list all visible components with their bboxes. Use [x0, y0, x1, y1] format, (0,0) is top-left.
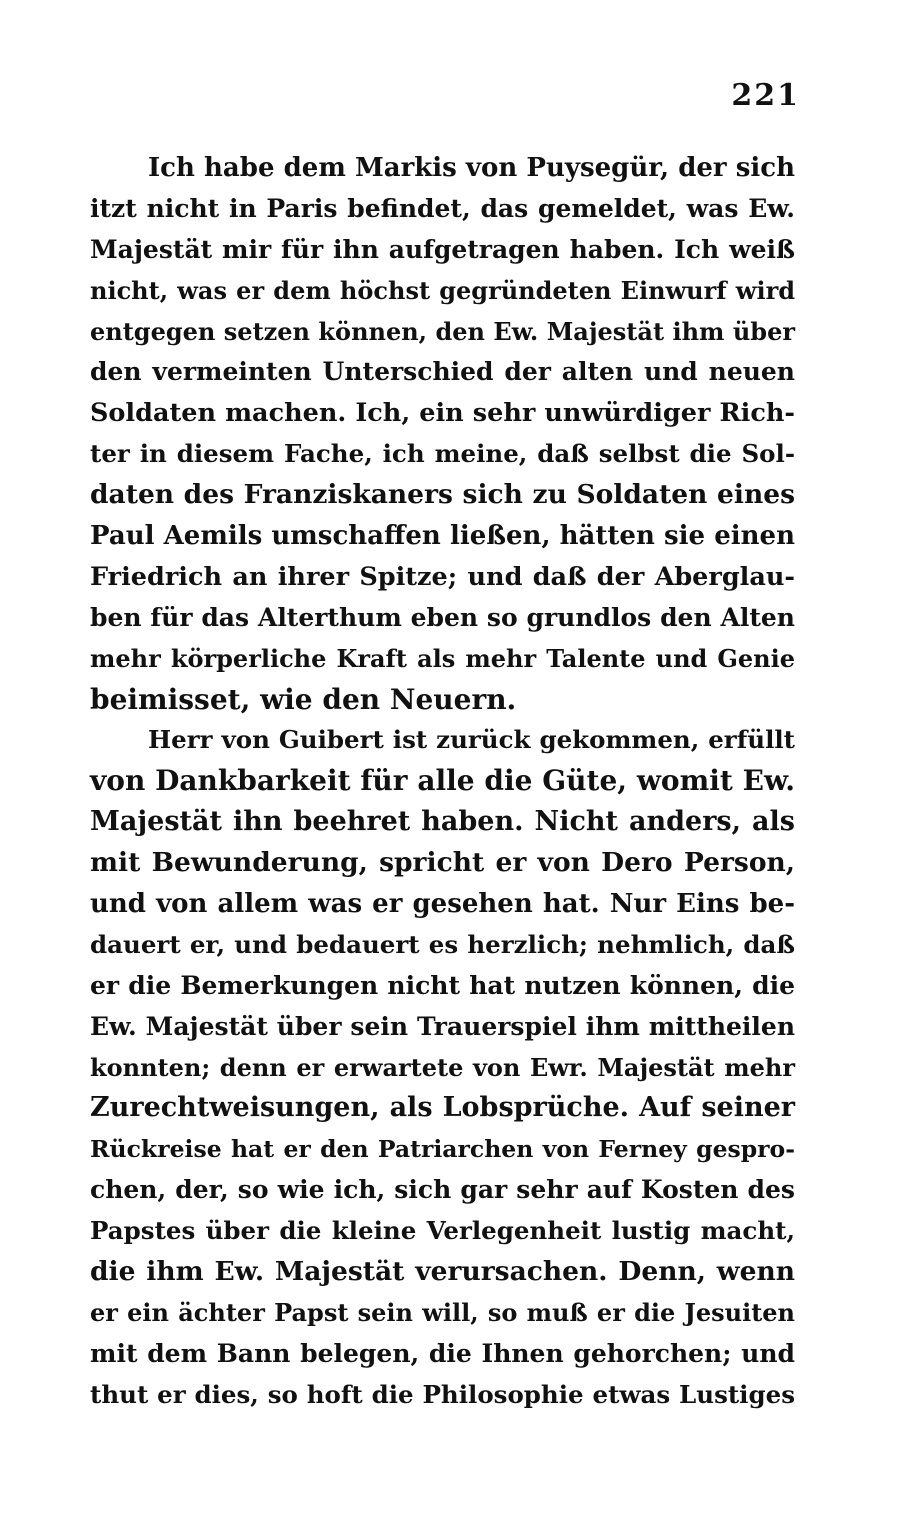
text-line: Ew. Majestät über sein Trauerspiel ihm mittheilen	[90, 1011, 795, 1041]
text-line: mehr körperliche Kraft als mehr Talente und Genie	[90, 643, 795, 673]
text-line: beimisset, wie den Neuern.	[90, 682, 517, 716]
text-line: Rückreise hat er den Patriarchen von Ferney gespro-	[90, 1135, 795, 1164]
text-line: von Dankbarkeit für alle die Güte, womit Ew.	[90, 764, 795, 798]
text-line: und von allem was er gesehen hat. Nur Eins be-	[90, 889, 795, 920]
text-line: Herr von Guibert ist zurück gekommen, erfüllt	[148, 725, 795, 755]
text-line: Majestät mir für ihn aufgetragen haben. Ich weiß	[90, 234, 795, 264]
text-line: mit Bewunderung, spricht er von Dero Person,	[90, 847, 795, 879]
page-number: 221	[731, 78, 800, 113]
text-line: Zurechtweisungen, als Lobsprüche. Auf seiner	[90, 1092, 795, 1124]
text-line: thut er dies, so hoft die Philosophie etwas Lustiges	[90, 1379, 795, 1409]
text-line: entgegen setzen können, den Ew. Majestät ihm über	[90, 316, 795, 346]
text-line: Ich habe dem Markis von Puysegür, der sich	[148, 153, 795, 183]
text-line: dauert er, und bedauert es herzlich; nehmlich, daß	[90, 929, 795, 959]
text-line: den vermeinten Unterschied der alten und neuen	[90, 357, 795, 387]
text-line: Paul Aemils umschaffen ließen, hätten sie einen	[90, 521, 795, 552]
text-line: mit dem Bann belegen, die Ihnen gehorchen; und	[90, 1338, 795, 1368]
text-line: nicht, was er dem höchst gegründeten Einwurf wird	[90, 275, 795, 305]
text-line: chen, der, so wie ich, sich gar sehr auf Kosten des	[90, 1175, 795, 1205]
text-line: daten des Franziskaners sich zu Soldaten eines	[90, 479, 795, 511]
text-line: er die Bemerkungen nicht hat nutzen können, die	[90, 970, 795, 1000]
text-line: konnten; denn er erwartete von Ewr. Majestät mehr	[90, 1052, 795, 1082]
text-line: Friedrich an ihrer Spitze; und daß der Aberglau-	[90, 561, 795, 592]
body-text	[90, 148, 795, 1416]
text-line: Soldaten machen. Ich, ein sehr unwürdiger Rich-	[90, 398, 795, 429]
text-line: die ihm Ew. Majestät verursachen. Denn, wenn	[90, 1256, 795, 1288]
text-line: itzt nicht in Paris befindet, das gemeldet, was Ew.	[90, 193, 795, 223]
text-line: er ein ächter Papst sein will, so muß er die Jesuiten	[90, 1297, 795, 1327]
text-line: Majestät ihn beehret haben. Nicht anders, als	[90, 806, 795, 838]
text-line: ter in diesem Fache, ich meine, daß selbst die Sol-	[90, 439, 795, 469]
text-line: Papstes über die kleine Verlegenheit lustig macht,	[90, 1216, 795, 1246]
text-line: ben für das Alterthum eben so grundlos den Alten	[90, 602, 795, 632]
